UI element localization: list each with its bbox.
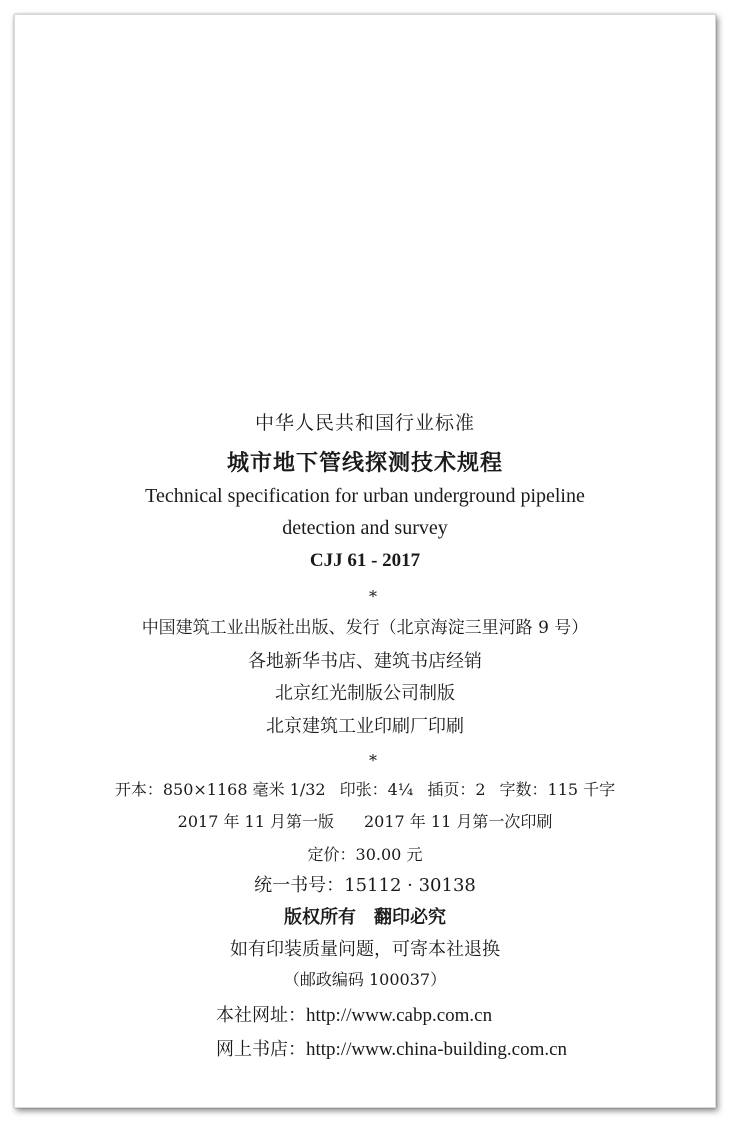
website-link[interactable]: http://www.cabp.com.cn [306,1005,493,1026]
distributor-line: 各地新华书店、建筑书店经销 [248,651,482,672]
standard-category: 中华人民共和国行业标准 [254,412,475,434]
edition-line [0,814,730,830]
online-store-label: 网上书店： [216,1039,306,1060]
website-label: 本社网址： [216,1005,306,1026]
rights-notice: 版权所有 翻印必究 [284,907,446,928]
isbn-line: 统一书号：15112 · 30138 [254,875,476,896]
price-line: 定价：30.00 元 [307,845,423,864]
printer-line: 北京建筑工业印刷厂印刷 [266,716,464,737]
first-edition: 2017 年 11 月第一版 [177,812,334,831]
exchange-notice: 如有印装质量问题，可寄本社退换 [230,939,500,960]
title-chinese: 城市地下管线探测技术规程 [226,450,503,476]
sheets-spec: 印张：4¼ [339,780,414,799]
separator-star: * [369,587,377,606]
title-english-line1: Technical specification for urban underground pipeline [145,485,585,507]
publisher-line: 中国建筑工业出版社出版、发行（北京海淀三里河路 9 号） [141,618,589,638]
website-line [216,1006,492,1025]
specs-line [0,782,730,798]
online-store-link[interactable]: http://www.china-building.com.cn [306,1039,568,1060]
plate-maker-line: 北京红光制版公司制版 [275,683,455,704]
separator-star: * [369,751,377,770]
words-spec: 字数：115 千字 [499,780,616,799]
standard-code: CJJ 61 - 2017 [309,550,421,571]
postal-code: （邮政编码 100037） [283,970,447,989]
plates-spec: 插页：2 [427,780,486,799]
online-store-line [216,1040,567,1059]
title-english-line2: detection and survey [282,517,448,539]
first-print: 2017 年 11 月第一次印刷 [364,812,553,831]
format-spec: 开本：850×1168 毫米 1/32 [114,780,326,799]
